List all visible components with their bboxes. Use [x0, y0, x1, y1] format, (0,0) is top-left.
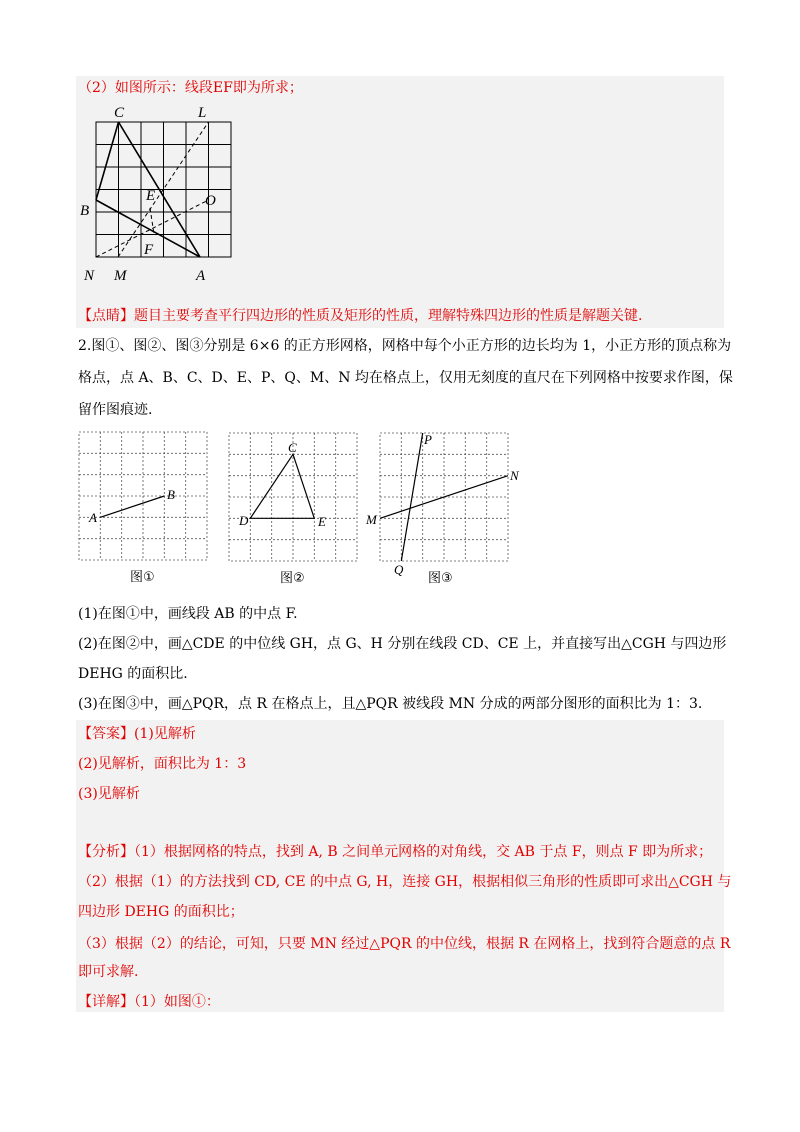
analysis-line-3: 四边形 DEHG 的面积比；	[78, 904, 244, 920]
fig2-label-e: E	[318, 514, 326, 529]
label-f: F	[144, 242, 154, 258]
triangle-cde	[250, 454, 314, 518]
analysis-text-1: （1）根据网格的特点，找到 A, B 之间单元网格的对角线，交 AB 于点 F，则点 F 即为所求；	[134, 844, 713, 860]
fig1-label-a: A	[89, 510, 97, 525]
fig3-label-m: M	[366, 512, 377, 527]
remark-line	[78, 306, 642, 326]
remark-text: 题目主要考查平行四边形的性质及矩形的性质，理解特殊四边形的性质是解题关键.	[134, 308, 643, 324]
answer-tag: 【答案】	[78, 726, 134, 742]
analysis-line-1	[78, 842, 712, 862]
fig1-label-b: B	[167, 487, 175, 502]
question-1: (1)在图①中，画线段 AB 的中点 F.	[78, 606, 298, 622]
figure-grid-ef	[80, 104, 237, 284]
label-m: M	[114, 268, 127, 284]
question-2-line-2: DEHG 的面积比.	[78, 666, 188, 682]
figure-2	[228, 432, 363, 588]
problem-line-3: 留作图痕迹.	[78, 402, 153, 418]
detail-text: （1）如图①：	[134, 994, 220, 1010]
answer-line-1	[78, 724, 196, 744]
fig1-caption: 图①	[130, 570, 155, 585]
solution-line: （2）如图所示：线段EF即为所求；	[78, 80, 303, 96]
answer-1: (1)见解析	[134, 726, 196, 742]
fig3-label-p: P	[424, 432, 432, 447]
detail-tag: 【详解】	[78, 994, 134, 1010]
detail-line	[78, 992, 220, 1012]
figure-1	[78, 430, 213, 588]
segment-ab	[100, 496, 164, 517]
analysis-tag: 【分析】	[78, 844, 134, 860]
answer-2: (2)见解析，面积比为 1：3	[78, 756, 247, 772]
analysis-line-4: （3）根据（2）的结论，可知，只要 MN 经过△PQR 的中位线，根据 R 在网格上，找到符合题意的点 R	[78, 936, 731, 952]
segment-cb	[96, 122, 119, 200]
label-n: N	[84, 268, 95, 284]
analysis-line-2: （2）根据（1）的方法找到 CD, CE 的中点 G, H，连接 GH，根据相似三角形的性质即可求出△CGH 与	[78, 874, 732, 890]
fig3-label-q: Q	[394, 562, 404, 577]
answer-3: (3)见解析	[78, 786, 140, 802]
label-b: B	[80, 203, 90, 219]
problem-line-1: 2.图①、图②、图③分别是 6×6 的正方形网格，网格中每个小正方形的边长均为 1，小正方形的顶点称为	[78, 338, 732, 354]
label-e: E	[146, 188, 156, 204]
label-l: L	[198, 105, 207, 121]
figure-3	[364, 432, 534, 588]
fig2-label-d: D	[239, 513, 249, 528]
problem-line-2: 格点，点 A、B、C、D、E、P、Q、M、N 均在格点上，仅用无刻度的直尺在下列网格中按要求作图，保	[78, 370, 733, 386]
question-2-line-1: (2)在图②中，画△CDE 的中位线 GH，点 G、H 分别在线段 CD、CE 上，并直接写出△CGH 与四边形	[78, 636, 727, 652]
question-3: (3)在图③中，画△PQR，点 R 在格点上，且△PQR 被线段 MN 分成的两部分图形的面积比为 1：3.	[78, 696, 703, 712]
label-c: C	[114, 105, 125, 121]
fig2-label-c: C	[288, 440, 297, 455]
fig3-caption: 图③	[428, 571, 453, 586]
fig2-caption: 图②	[280, 571, 305, 586]
label-o: O	[205, 193, 216, 209]
analysis-line-5: 即可求解.	[78, 964, 139, 980]
remark-tag: 【点睛】	[78, 308, 134, 324]
fig3-label-n: N	[510, 468, 519, 483]
label-a: A	[196, 268, 206, 284]
